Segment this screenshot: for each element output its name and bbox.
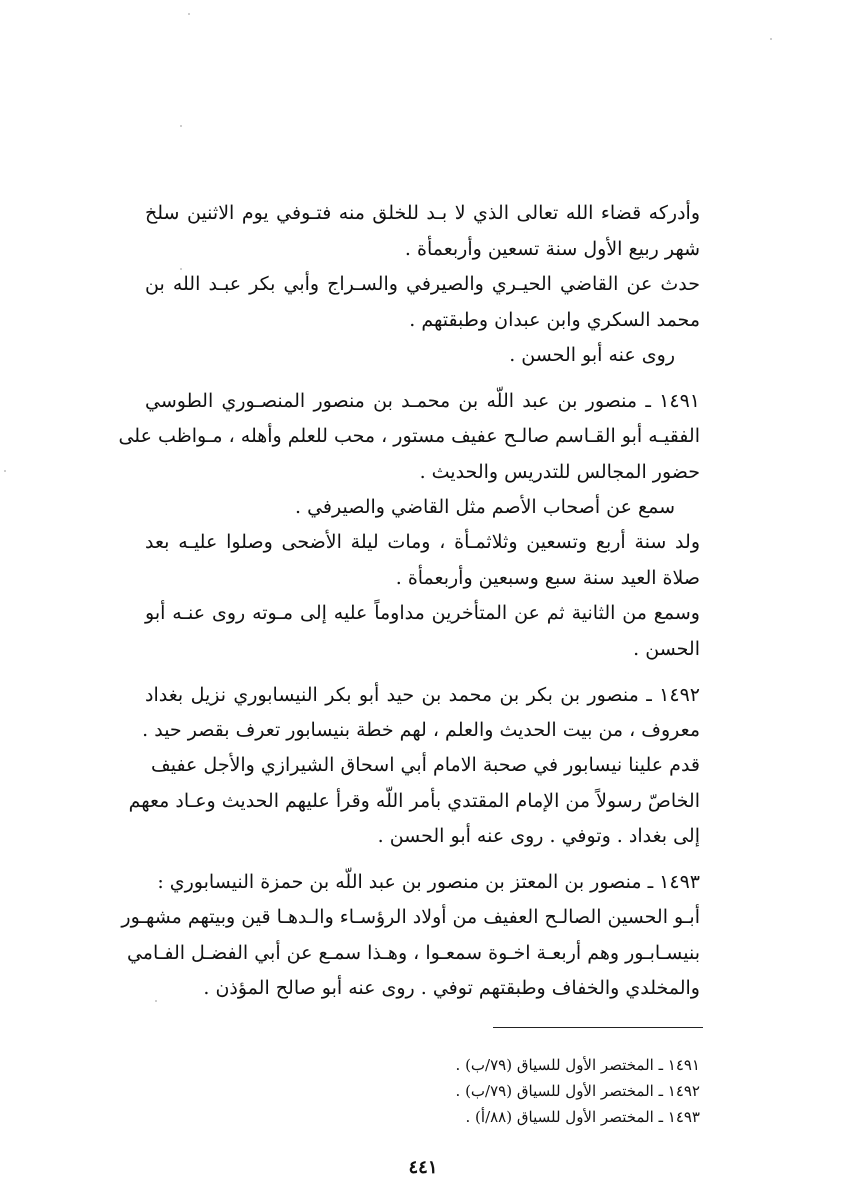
footnote-1491: ١٤٩١ ـ المختصر الأول للسياق (٧٩/ب) . [455, 1056, 700, 1074]
entry-heading-1491: ١٤٩١ ـ منصور بن عبد اللّه بن محمـد بن منصور المنصـوري الطوسي [145, 390, 700, 412]
body-line: محمد السكري وابن عبدان وطبقتهم . [409, 309, 700, 331]
body-line: حدث عن القاضي الحيـري والصيرفي والسـراج وأبي بكر عبـد الله بن [145, 273, 700, 295]
scan-speck [188, 13, 190, 15]
body-line: وسمع من الثانية ثم عن المتأخرين مداوماً عليه إلى مـوته روى عنـه أبو [145, 602, 700, 624]
body-line: معروف ، من بيت الحديث والعلم ، لهم خطة بنيسابور تعرف بقصر حيد . [142, 719, 700, 741]
body-line: صلاة العيد سنة سبع وسبعين وأربعمأة . [395, 567, 700, 589]
body-line: الخاصّ رسولاً من الإمام المقتدي بأمر اللّه وقرأ عليهم الحديث وعـاد معهم [128, 790, 700, 812]
body-line: قدم علينا نيسابور في صحبة الامام أبي اسحاق الشيرازي والأجل عفيف [151, 754, 700, 776]
body-line: شهر ربيع الأول سنة تسعين وأربعمأة . [404, 238, 700, 260]
footnote-1492: ١٤٩٢ ـ المختصر الأول للسياق (٧٩/ب) . [455, 1082, 700, 1100]
scan-speck [770, 38, 772, 40]
body-line: ولد سنة أربع وتسعين وثلاثمـأة ، ومات ليلة الأضحى وصلوا عليـه بعد [145, 531, 700, 553]
footnote-divider [493, 1027, 703, 1028]
body-line: وأدركه قضاء الله تعالى الذي لا بـد للخلق منه فتـوفي يوم الاثنين سلخ [145, 202, 700, 224]
body-line: حضور المجالس للتدريس والحديث . [419, 461, 700, 483]
entry-heading-1493: ١٤٩٣ ـ منصور بن المعتز بن منصور بن عبد اللّه بن حمزة النيسابوري : [157, 871, 700, 893]
body-line: بنيسـابـور وهم أربعـة اخـوة سمعـوا ، وهـذا سمـع عن أبي الفضـل الفـامي [126, 942, 700, 964]
body-line: إلى بغداد . وتوفي . روى عنه أبو الحسن . [377, 825, 700, 847]
page-number: ٤٤١ [408, 1157, 438, 1178]
body-line: الحسن . [633, 638, 700, 660]
body-line: الفقيـه أبو القـاسم صالـح عفيف مستور ، محب للعلم وأهله ، مـواظب على [118, 425, 700, 447]
body-line: سمع عن أصحاب الأصم مثل القاضي والصيرفي . [295, 496, 675, 518]
scan-speck [180, 125, 182, 127]
body-line: روى عنه أبو الحسن . [509, 344, 675, 366]
scan-speck [180, 268, 182, 270]
footnote-1493: ١٤٩٣ ـ المختصر الأول للسياق (٨٨/أ) . [465, 1108, 700, 1126]
scan-speck [4, 470, 6, 472]
body-line: أبـو الحسين الصالـح العفيف من أولاد الرؤسـاء والـدهـا قين وبيتهم مشهـور [121, 906, 700, 928]
entry-heading-1492: ١٤٩٢ ـ منصور بن بكر بن محمد بن حيد أبو بكر النيسابوري نزيل بغداد [145, 684, 700, 706]
body-line: والمخلدي والخفاف وطبقتهم توفي . روى عنه أبو صالح المؤذن . [203, 977, 700, 999]
